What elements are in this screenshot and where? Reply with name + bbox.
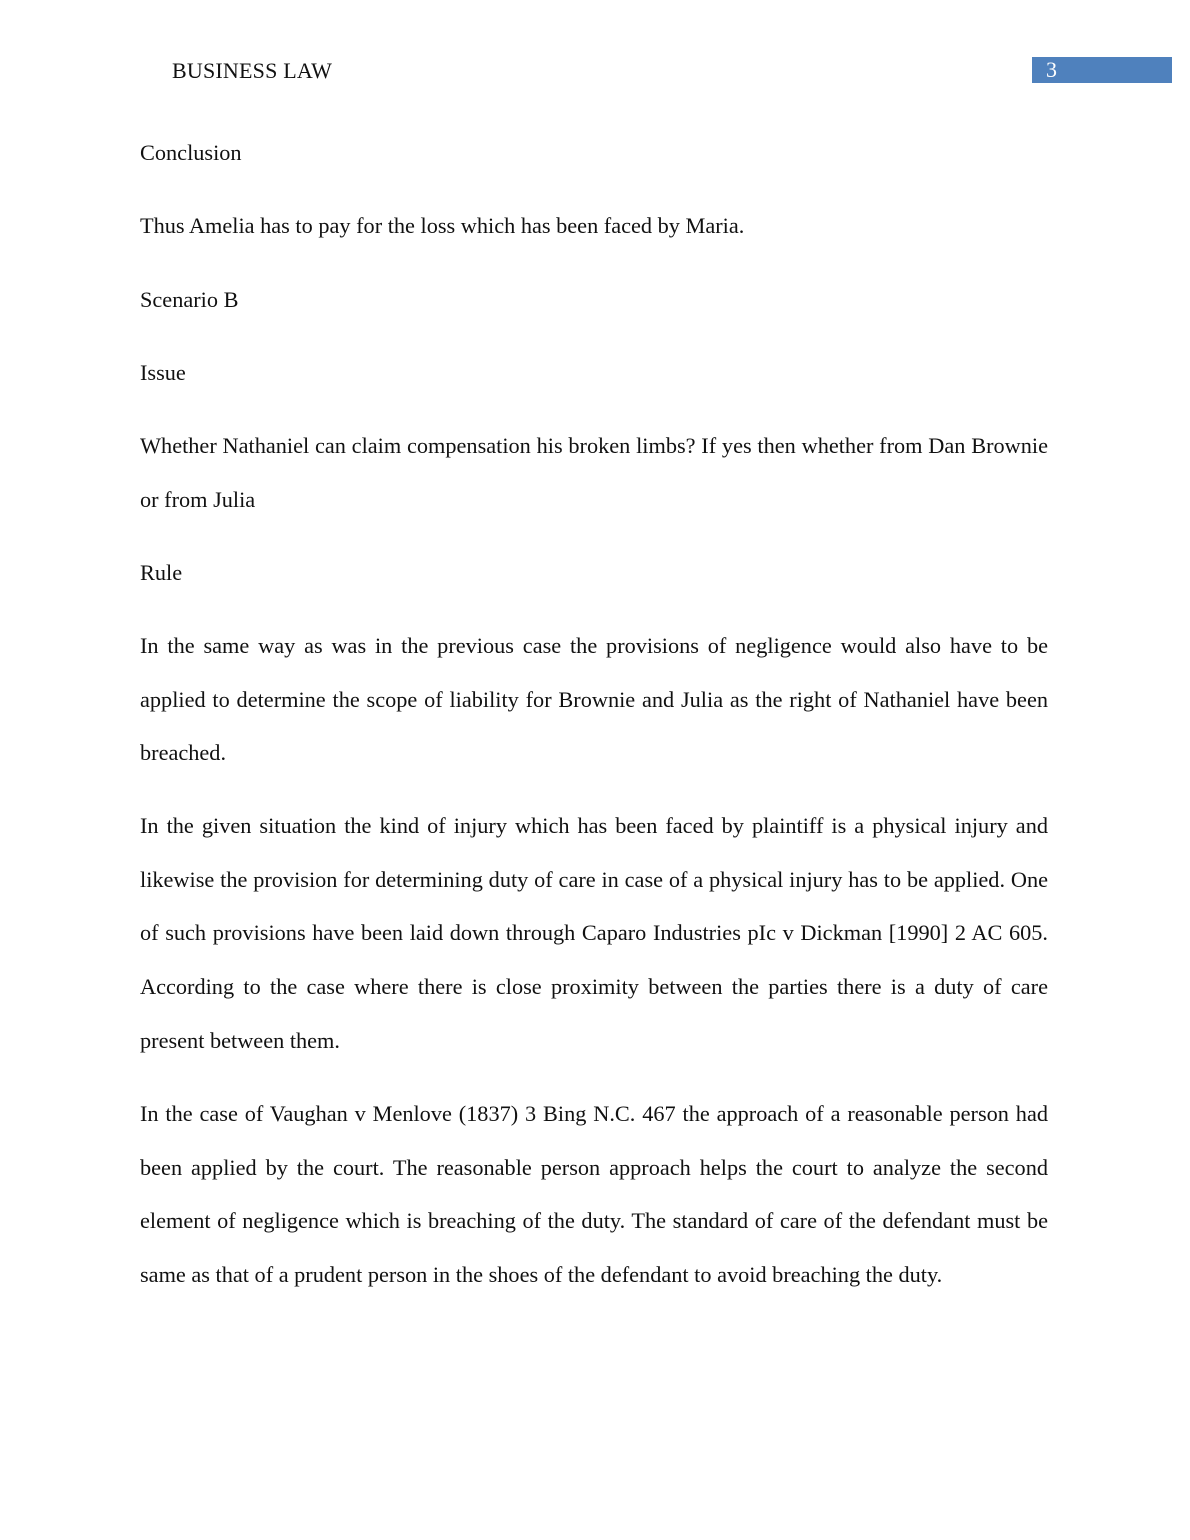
running-head: BUSINESS LAW — [172, 58, 333, 83]
rule-paragraph-1: In the same way as was in the previous case the provisions of negligence would also have to be applied to determine the scope of liability for Brownie and Julia as the right of Nathaniel have been breached. — [140, 633, 1048, 766]
issue-text: Whether Nathaniel can claim compensation his broken limbs? If yes then whether from Dan Brownie or from Julia — [140, 433, 1048, 512]
rule-paragraph-3: In the case of Vaughan v Menlove (1837) 3 Bing N.C. 467 the approach of a reasonable person had been applied by the court. The reasonable person approach helps the court to analyze the second element of negligence which is breaching of the duty. The standard of care of the defendant must be same as that of a prudent person in the shoes of the defendant to avoid breaching the duty. — [140, 1101, 1048, 1288]
issue-heading: Issue — [140, 360, 186, 385]
page-number: 3 — [1046, 57, 1057, 82]
scenario-heading: Scenario B — [140, 287, 239, 312]
conclusion-heading: Conclusion — [140, 140, 242, 165]
rule-heading: Rule — [140, 560, 183, 585]
page-number-bar — [1032, 57, 1172, 83]
rule-paragraph-2: In the given situation the kind of injury which has been faced by plaintiff is a physical injury and likewise the provision for determining duty of care in case of a physical injury has to be applied. One of such provisions have been laid down through Caparo Industries pIc v Dickman [1990] 2 AC 605. According to the case where there is close proximity between the parties there is a duty of care present between them. — [140, 813, 1048, 1053]
conclusion-text: Thus Amelia has to pay for the loss which has been faced by Maria. — [140, 213, 745, 238]
